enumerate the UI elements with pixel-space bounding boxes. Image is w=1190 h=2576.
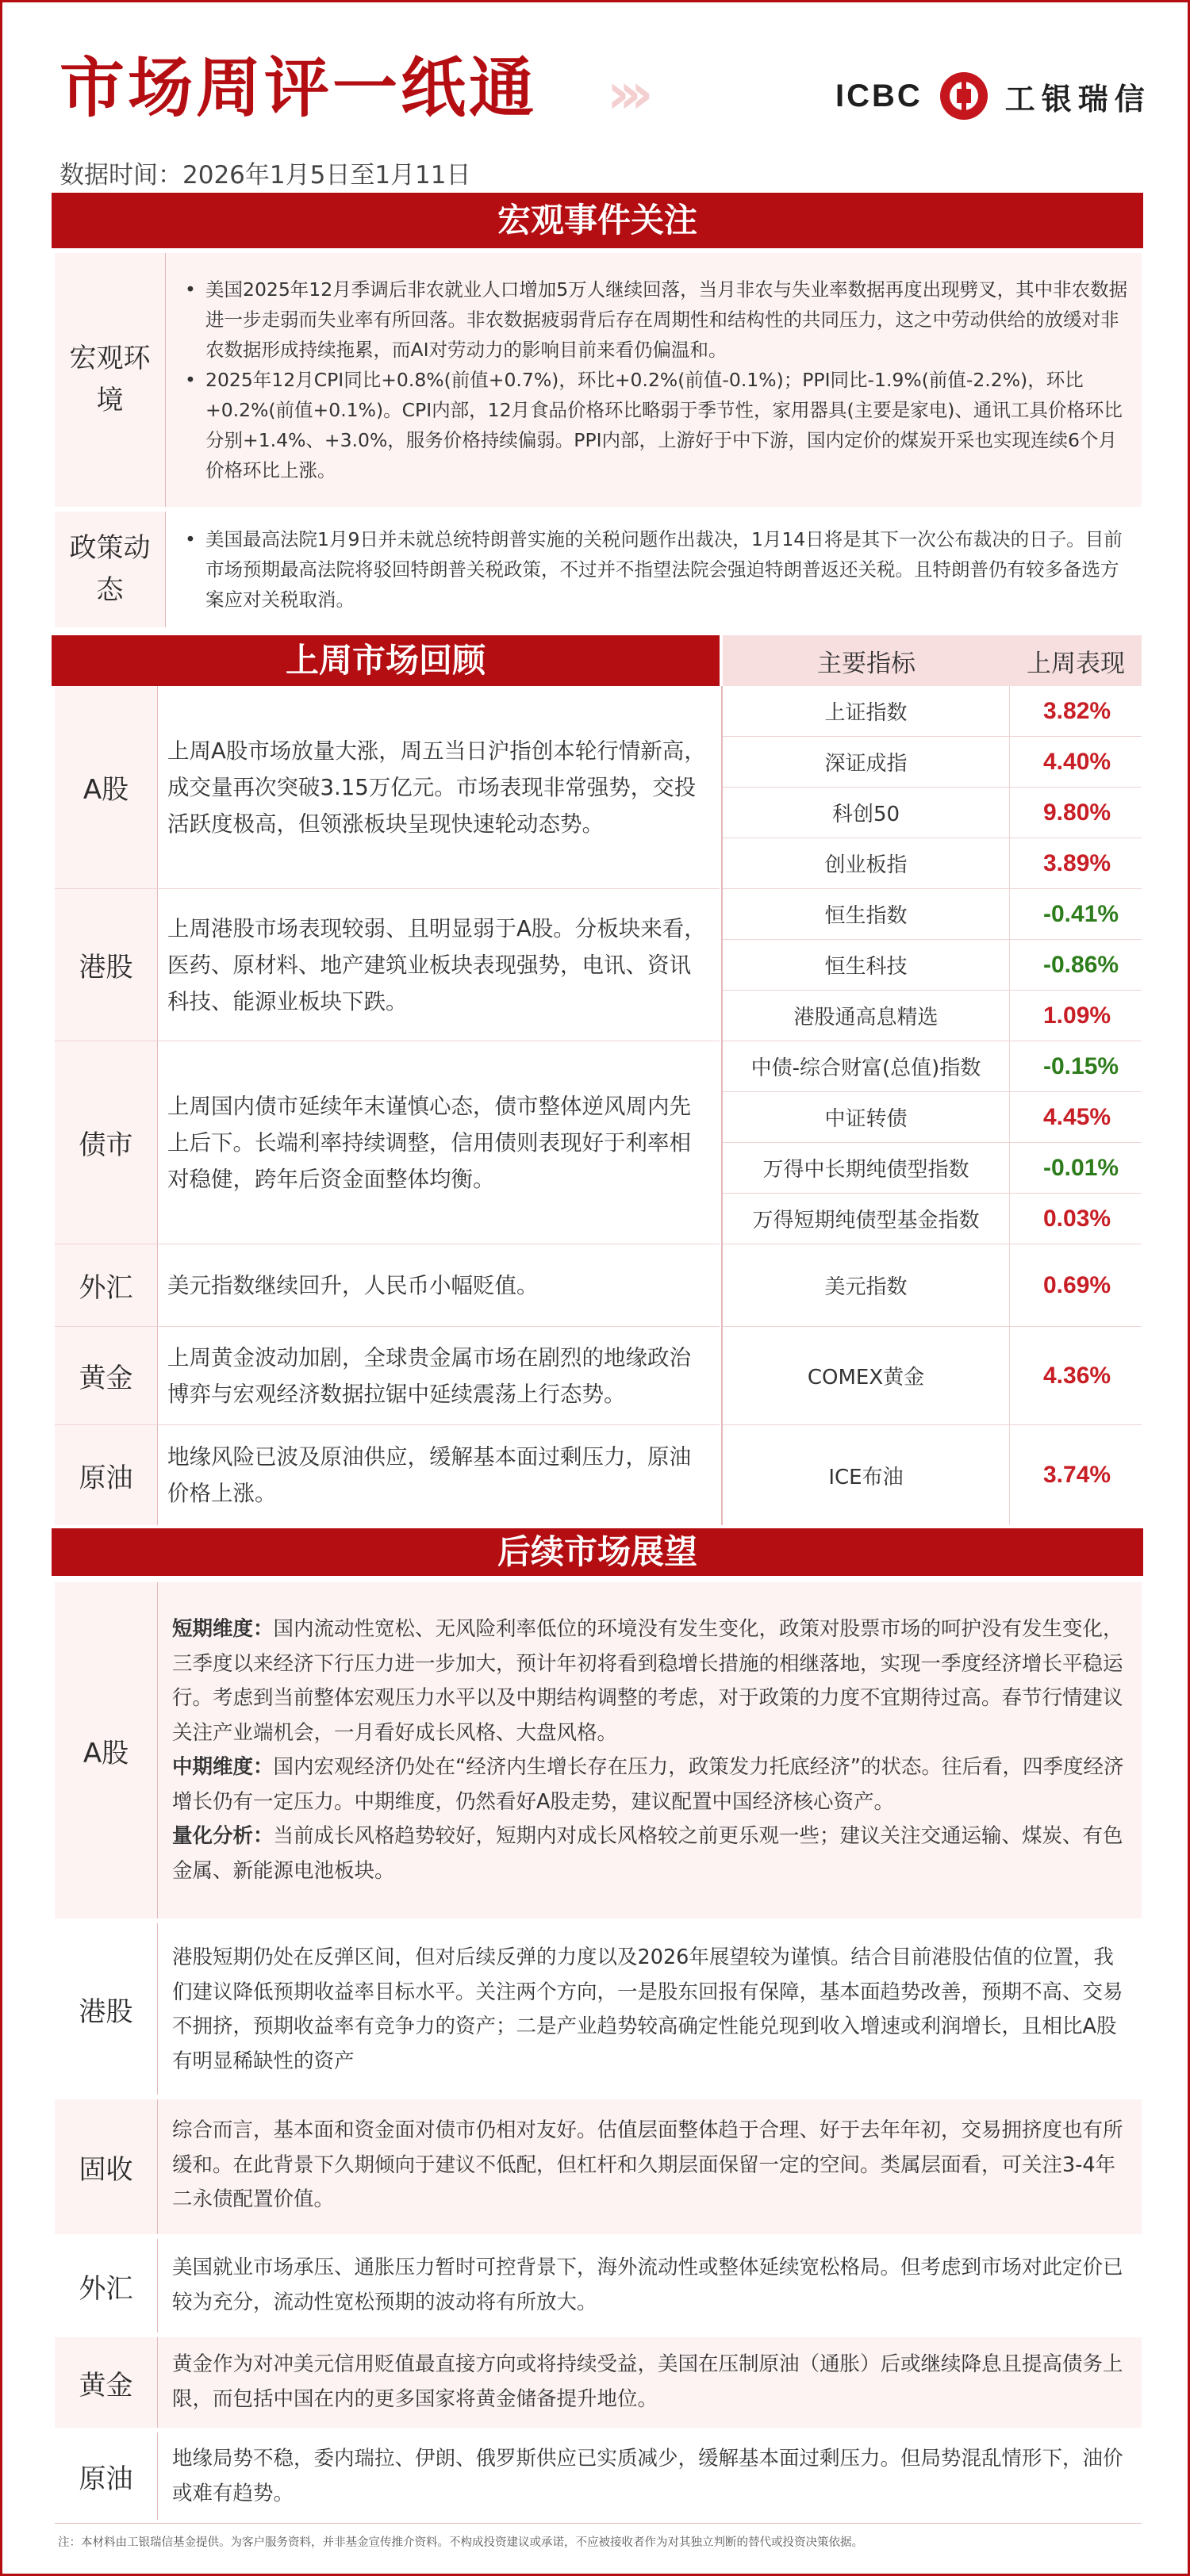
indicator-name: 港股通高息精选 [723, 991, 1010, 1041]
indicator-row [723, 940, 1142, 991]
row-content: 上周国内债市延续年末谨慎心态，债市整体逆风周内先上后下。长端利率持续调整，信用债则表现好于利率相对稳健，跨年后资金面整体均衡。 [167, 1093, 691, 1192]
indicator-name: 美元指数 [723, 1244, 1010, 1326]
indicator-name: 科创50 [723, 788, 1010, 838]
indicator-row [723, 1244, 1142, 1327]
indicator-row [723, 788, 1142, 838]
row-content: 黄金作为对冲美元信用贬值最直接方向或将持续受益，美国在压制原油（通胀）后或继续降息且提高债务上限，而包括中国在内的更多国家将黄金储备提升地位。 [172, 2352, 1123, 2411]
indicator-name: 万得短期纯债型基金指数 [723, 1194, 1010, 1244]
indicator-value: 0.69% [1043, 1271, 1111, 1298]
indicator-value: 0.03% [1043, 1205, 1111, 1232]
indicator-row [723, 1327, 1142, 1425]
indicator-value: 9.80% [1043, 799, 1111, 826]
indicator-name: 恒生科技 [723, 940, 1010, 990]
indicator-name: 上证指数 [723, 686, 1010, 736]
row-label: 政策动态 [55, 512, 166, 627]
row-content: 上周A股市场放量大涨，周五当日沪指创本轮行情新高，成交量再次突破3.15万亿元。市场表现非常强势，交投活跃度极高，但领涨板块呈现快速轮动态势。 [167, 738, 706, 837]
indicator-name: 万得中长期纯债型指数 [723, 1143, 1010, 1193]
indicator-row [723, 686, 1142, 737]
row-label: 黄金 [55, 2337, 158, 2428]
indicator-row [723, 1092, 1142, 1143]
indicator-row [723, 737, 1142, 788]
macro-row-environment [55, 253, 1142, 507]
icbc-emblem-icon [940, 72, 988, 120]
data-date: 数据时间：2026年1月5日至1月11日 [60, 161, 471, 190]
indicator-name: 创业板指 [723, 838, 1010, 888]
row-content: 地缘风险已波及原油供应，缓解基本面过剩压力，原油价格上涨。 [167, 1444, 691, 1506]
row-content: 港股短期仍处在反弹区间，但对后续反弹的力度以及2026年展望较为谨慎。结合目前港股估值的位置，我们建议降低预期收益率目标水平。关注两个方向，一是股东回报有保障，基本面趋势改善，预期不高、交易不拥挤，预期收益率有竞争力的资产；二是产业趋势较高确定性能兑现到收入增速或利润增长，且相比A股有明显稀缺性的资产 [172, 1945, 1123, 2073]
row-content: 地缘局势不稳，委内瑞拉、伊朗、俄罗斯供应已实质减少，缓解基本面过剩压力。但局势混乱情形下，油价或难有趋势。 [172, 2447, 1123, 2505]
indicator-name: COMEX黄金 [723, 1327, 1010, 1424]
review-row-a-share [55, 686, 720, 889]
row-label: 外汇 [55, 1244, 158, 1326]
indicator-row [723, 1041, 1142, 1092]
outlook-row-a-share [55, 1582, 1142, 1919]
review-row-gold [55, 1327, 720, 1425]
row-content [178, 253, 1132, 507]
row-content: 综合而言，基本面和资金面对债市仍相对友好。估值层面整体趋于合理、好于去年年初，交易拥挤度也有所缓和。在此背景下久期倾向于建议不低配，但杠杆和久期层面保留一定的空间。类属层面看，可关注3-4年二永债配置价值。 [172, 2118, 1123, 2211]
indicator-row [723, 1425, 1142, 1525]
indicator-row [723, 1143, 1142, 1194]
review-row-fx [55, 1244, 720, 1327]
outlook-row-oil [55, 2432, 1142, 2520]
indicator-name: ICE布油 [723, 1425, 1010, 1525]
outlook-row-fixed-income [55, 2099, 1142, 2234]
indicator-value: -0.41% [1043, 900, 1119, 927]
row-label: 债市 [55, 1041, 158, 1244]
icbc-logo [835, 72, 1151, 120]
review-row-hk [55, 889, 720, 1041]
row-content: 上周港股市场表现较弱、且明显弱于A股。分板块来看，医药、原材料、地产建筑业板块表现强势，电讯、资讯科技、能源业板块下跌。 [167, 915, 706, 1014]
indicator-value: 3.82% [1043, 697, 1111, 724]
col-header-performance: 上周表现 [1027, 649, 1125, 678]
bullet-item: • 美国2025年12月季调后非农就业人口增加5万人继续回落，当月非农与失业率数据再度出现劈叉，其中非农数据进一步走弱而失业率有所回落。非农数据疲弱背后存在周期性和结构性的共同压力，这之中劳动供给的放缓对非农数据形成持续拖累，而AI对劳动力的影响目前来看仍偏温和。 [178, 274, 1132, 365]
row-label: A股 [55, 686, 158, 888]
row-label: 港股 [55, 1923, 158, 2095]
indicator-value: 3.89% [1043, 849, 1111, 876]
outlook-row-hk [55, 1923, 1142, 2095]
row-label: 宏观环境 [55, 253, 166, 507]
section-outlook-title: 后续市场展望 [52, 1528, 1143, 1576]
indicator-row [723, 991, 1142, 1041]
row-label: 原油 [55, 2432, 158, 2520]
row-label: 原油 [55, 1425, 158, 1525]
indicator-name: 中证转债 [723, 1092, 1010, 1142]
logo-cn-name: 工银瑞信 [1004, 81, 1151, 117]
indicator-value: 4.36% [1043, 1362, 1111, 1389]
indicator-value: -0.86% [1043, 951, 1119, 978]
indicator-row [723, 838, 1142, 889]
review-row-oil [55, 1425, 720, 1525]
bullet-item: • 2025年12月CPI同比+0.8%(前值+0.7%)，环比+0.2%(前值-0.1%)；PPI同比-1.9%(前值-2.2%)，环比+0.2%(前值+0.1%)。CPI内部，12月食品价格环比略弱于季节性，家用器具(主要是家电)、通讯工具价格环比分别+1.4%、+3.0%，服务价格持续偏弱。PPI内部，上游好于中下游，国内定价的煤炭开采也实现连续6个月价格环比上涨。 [178, 365, 1132, 485]
indicator-value: 4.45% [1043, 1103, 1111, 1130]
indicator-row [723, 889, 1142, 940]
row-label: 黄金 [55, 1327, 158, 1424]
indicator-table-header [723, 635, 1142, 686]
keyword: 量化分析： [172, 1824, 274, 1848]
chevron-decoration-icon: ››› [607, 61, 643, 126]
indicator-value: 4.40% [1043, 748, 1111, 775]
row-label: 外汇 [55, 2239, 158, 2333]
row-label: A股 [55, 1582, 158, 1919]
section-macro-title: 宏观事件关注 [52, 193, 1143, 248]
row-content [178, 512, 1132, 627]
row-label: 固收 [55, 2099, 158, 2234]
outlook-paragraph: 量化分析：当前成长风格趋势较好，短期内对成长风格较之前更乐观一些；建议关注交通运输、煤炭、有色金属、新能源电池板块。 [172, 1824, 1123, 1883]
logo-text: ICBC [835, 78, 923, 113]
indicator-name: 恒生指数 [723, 889, 1010, 939]
indicator-value: -0.01% [1043, 1154, 1119, 1181]
bullet-item: • 美国最高法院1月9日并未就总统特朗普实施的关税问题作出裁决，1月14日将是其下一次公布裁决的日子。目前市场预期最高法院将驳回特朗普关税政策，不过并不指望法院会强迫特朗普返还关税。且特朗普仍有较多备选方案应对关税取消。 [178, 524, 1132, 615]
outlook-row-fx [55, 2239, 1142, 2333]
outlook-row-gold [55, 2337, 1142, 2428]
indicator-name: 中债-综合财富(总值)指数 [723, 1041, 1010, 1091]
indicator-value: 1.09% [1043, 1002, 1111, 1029]
indicator-value: 3.74% [1043, 1462, 1111, 1488]
indicator-row [723, 1194, 1142, 1244]
row-content: 上周黄金波动加剧，全球贵金属市场在剧烈的地缘政治博弈与宏观经济数据拉锯中延续震荡上行态势。 [167, 1344, 691, 1407]
keyword: 中期维度： [172, 1755, 274, 1779]
row-content [172, 1582, 1134, 1919]
keyword: 短期维度： [172, 1617, 274, 1641]
outlook-paragraph: 短期维度：国内流动性宽松、无风险利率低位的环境没有发生变化，政策对股票市场的呵护没有发生变化，三季度以来经济下行压力进一步加大，预计年初将看到稳增长措施的相继落地，实现一季度经济增长平稳运行。考虑到当前整体宏观压力水平以及中期结构调整的考虑，对于政策的力度不宜期待过高。春节行情建议关注产业端机会，一月看好成长风格、大盘风格。 [172, 1617, 1123, 1745]
macro-row-policy [55, 512, 1142, 627]
row-content: 美国就业市场承压、通胀压力暂时可控背景下，海外流动性或整体延续宽松格局。但考虑到市场对此定价已较为充分，流动性宽松预期的波动将有所放大。 [172, 2256, 1123, 2314]
col-header-indicator: 主要指标 [817, 649, 916, 678]
row-content: 美元指数继续回升，人民币小幅贬值。 [167, 1272, 539, 1298]
row-label: 港股 [55, 889, 158, 1041]
review-row-bond [55, 1041, 720, 1244]
disclaimer-footer: 注：本材料由工银瑞信基金提供。为客户服务资料，并非基金宣传推介资料。不构成投资建议或承诺，不应被接收者作为对其独立判断的替代或投资决策依据。 [55, 2523, 1142, 2553]
section-review-title: 上周市场回顾 [52, 635, 720, 686]
outlook-paragraph: 中期维度：国内宏观经济仍处在“经济内生增长存在压力，政策发力托底经济”的状态。往后看，四季度经济增长仍有一定压力。中期维度，仍然看好A股走势，建议配置中国经济核心资产。 [172, 1755, 1124, 1814]
indicator-name: 深证成指 [723, 737, 1010, 787]
indicator-value: -0.15% [1043, 1052, 1119, 1079]
page-title: 市场周评一纸通 [60, 51, 538, 126]
